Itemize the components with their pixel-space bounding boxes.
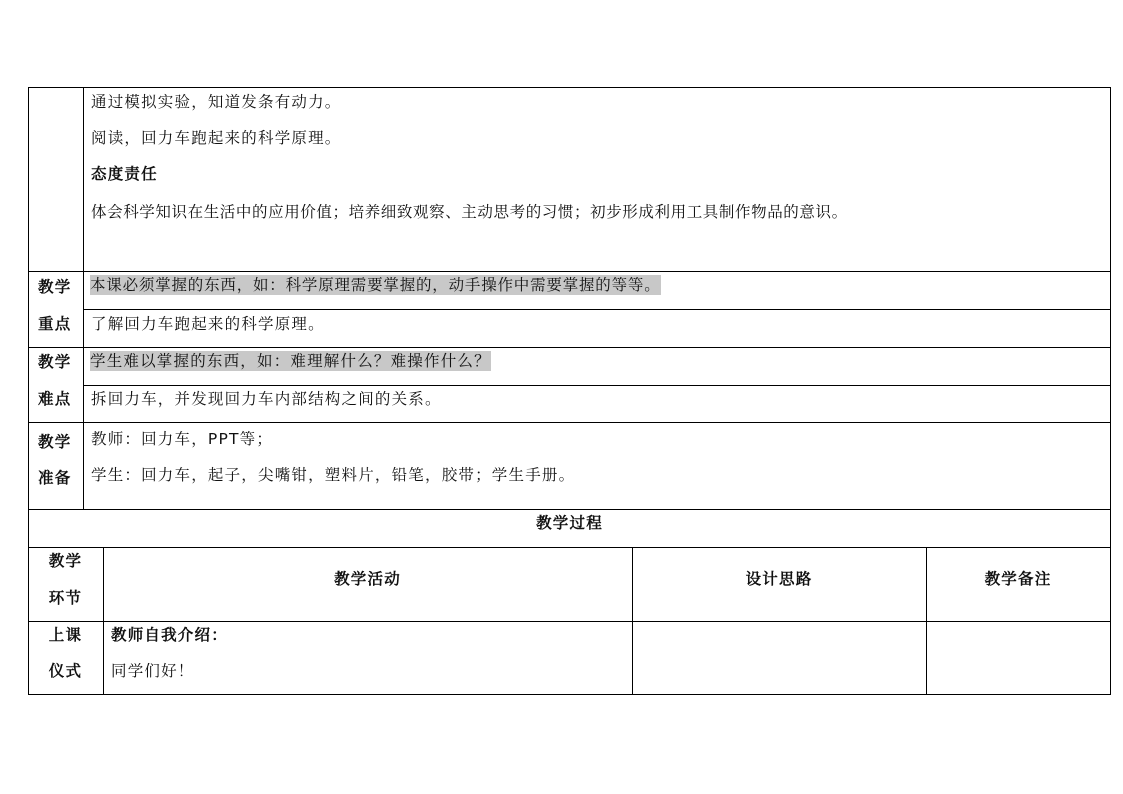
label-column-divider [83, 87, 84, 509]
objective-line: 通过模拟实验，知道发条有动力。 [91, 93, 342, 111]
attitude-text: 体会科学知识在生活中的应用价值；培养细致观察、主动思考的习惯；初步形成利用工具制作物品的意识。 [91, 203, 848, 221]
stage-cell: 仪式 [48, 662, 83, 680]
stage-header: 环节 [48, 589, 83, 607]
row-divider [28, 547, 1111, 548]
attitude-heading: 态度责任 [91, 165, 158, 183]
preparation-label: 教学 [38, 433, 72, 451]
row-divider [83, 385, 1111, 386]
difficulties-label: 难点 [38, 390, 72, 408]
difficulties-label: 教学 [38, 353, 72, 371]
activity-text: 同学们好！ [111, 662, 195, 680]
preparation-student: 学生：回力车，起子，尖嘴钳，塑料片，铅笔，胶带；学生手册。 [91, 466, 576, 484]
key-points-label: 重点 [38, 315, 72, 333]
stage-cell: 上课 [48, 626, 83, 644]
row-divider [28, 509, 1111, 510]
activity-header: 教学活动 [334, 570, 401, 588]
process-title: 教学过程 [536, 514, 603, 532]
row-divider [83, 309, 1111, 310]
notes-header: 教学备注 [984, 570, 1052, 588]
activity-heading: 教师自我介绍： [111, 626, 228, 644]
design-header: 设计思路 [745, 570, 813, 588]
row-divider [28, 347, 1111, 348]
row-divider [28, 621, 1111, 622]
key-points-content: 了解回力车跑起来的科学原理。 [91, 315, 325, 333]
table-border-bottom [28, 694, 1111, 695]
row-divider [28, 271, 1111, 272]
difficulties-hint: 学生难以掌握的东西，如：难理解什么？难操作什么？ [90, 352, 491, 370]
preparation-label: 准备 [38, 469, 72, 487]
row-divider [28, 422, 1111, 423]
objective-line: 阅读，回力车跑起来的科学原理。 [91, 129, 342, 147]
stage-header: 教学 [48, 552, 83, 570]
preparation-teacher: 教师：回力车，PPT等； [91, 430, 274, 448]
difficulties-content: 拆回力车，并发现回力车内部结构之间的关系。 [91, 390, 442, 408]
key-points-hint: 本课必须掌握的东西，如：科学原理需要掌握的，动手操作中需要掌握的等等。 [90, 276, 661, 294]
key-points-label: 教学 [38, 278, 72, 296]
table-border-right [1110, 87, 1111, 695]
table-border-top [28, 87, 1111, 88]
